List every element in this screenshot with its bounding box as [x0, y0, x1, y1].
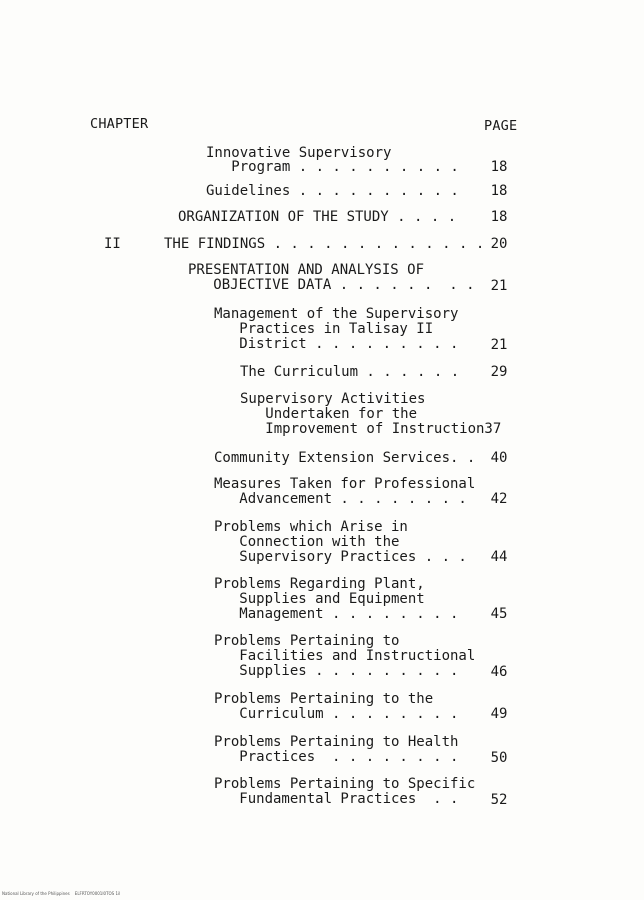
toc-entry-line: Practices . . . . . . . .	[214, 749, 459, 765]
toc-entry-line: Program . . . . . . . . . .	[206, 159, 459, 175]
toc-entry-line: Problems Pertaining to	[214, 633, 400, 649]
scan-footer: National Library of the Philippines ELFRTOY0001I0TOS 1il	[2, 891, 121, 896]
toc-page-number: 40	[490, 450, 508, 466]
toc-entry-line: Innovative Supervisory	[206, 145, 392, 161]
toc-entry-line: ORGANIZATION OF THE STUDY . . . .	[178, 209, 457, 225]
toc-entry-line: Guidelines . . . . . . . . . .	[206, 183, 459, 199]
toc-page-number: 18	[490, 209, 508, 225]
toc-entry-line: Practices in Talisay II	[214, 321, 434, 337]
toc-entry-line: Undertaken for the	[240, 406, 418, 422]
toc-entry-line: Improvement of Instruction37	[240, 421, 502, 437]
toc-page-number: 21	[490, 278, 508, 294]
toc-entry-line: Management . . . . . . . .	[214, 606, 459, 622]
toc-entry-line: Management of the Supervisory	[214, 306, 459, 322]
toc-entry-line: Measures Taken for Professional	[214, 476, 476, 492]
toc-entry-line: District . . . . . . . . .	[214, 336, 459, 352]
toc-entry-line: Supplies . . . . . . . . .	[214, 663, 459, 679]
toc-entry-line: Facilities and Instructional	[214, 648, 476, 664]
toc-entry-line: Problems Pertaining to Health	[214, 734, 459, 750]
toc-entry-line: Community Extension Services. .	[214, 450, 476, 466]
toc-entry-line: Problems Regarding Plant,	[214, 576, 425, 592]
toc-entry-line: The Curriculum . . . . . .	[240, 364, 460, 380]
toc-page-number: 42	[490, 491, 508, 507]
toc-page-number: 20	[490, 236, 508, 252]
toc-entry-line: Supplies and Equipment	[214, 591, 425, 607]
toc-page-number: 21	[490, 337, 508, 353]
page-header: PAGE	[484, 118, 518, 134]
toc-entry-line: Problems Pertaining to the	[214, 691, 434, 707]
toc-page-number: 50	[490, 750, 508, 766]
toc-entry-line: Curriculum . . . . . . . .	[214, 706, 459, 722]
toc-page-number: 52	[490, 792, 508, 808]
toc-page-number: 49	[490, 706, 508, 722]
toc-entry-line: PRESENTATION AND ANALYSIS OF	[188, 262, 425, 278]
toc-entry-line: OBJECTIVE DATA . . . . . . . .	[188, 277, 475, 293]
toc-entry-line: Connection with the	[214, 534, 400, 550]
toc-page-number: 29	[490, 364, 508, 380]
toc-page-number: 18	[490, 183, 508, 199]
toc-entry-line: Supervisory Activities	[240, 391, 426, 407]
toc-entry-line: Problems which Arise in	[214, 519, 408, 535]
toc-entry-line: Advancement . . . . . . . .	[214, 491, 467, 507]
toc-entry-line: Supervisory Practices . . .	[214, 549, 467, 565]
toc-entry-line: THE FINDINGS . . . . . . . . . . . . .	[164, 236, 485, 252]
toc-page-number: 44	[490, 549, 508, 565]
chapter-header: CHAPTER	[90, 116, 149, 132]
toc-entry-line: Fundamental Practices . .	[214, 791, 459, 807]
toc-page-number: 18	[490, 159, 508, 175]
toc-page-number: 45	[490, 606, 508, 622]
chapter-roman-numeral: II	[104, 236, 121, 252]
toc-page-number: 46	[490, 664, 508, 680]
toc-entry-line: Problems Pertaining to Specific	[214, 776, 476, 792]
